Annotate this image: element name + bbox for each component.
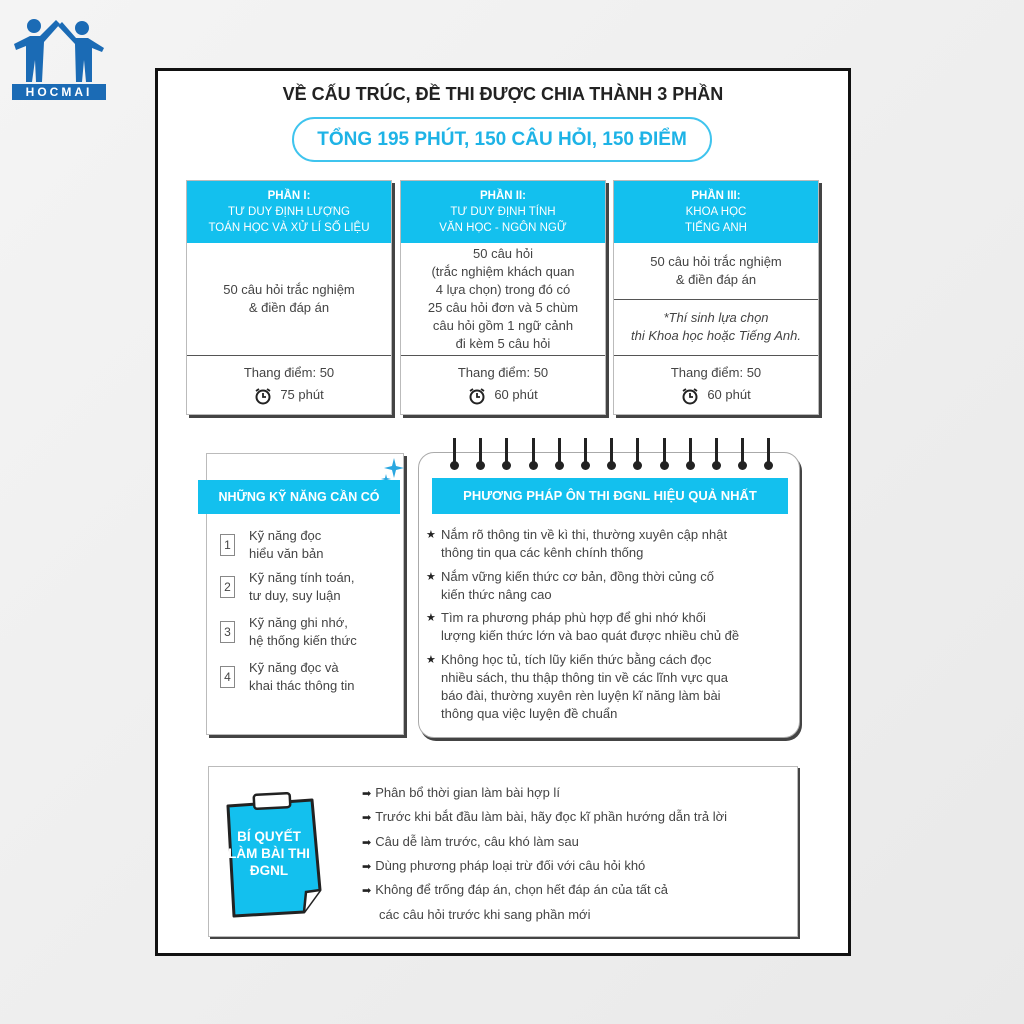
- binder-ring-icon: [715, 438, 718, 466]
- method-item: [426, 526, 796, 562]
- part-note: *Thí sinh lựa chọn thi Khoa học hoặc Tiếng Anh.: [614, 299, 818, 356]
- binder-ring-icon: [453, 438, 456, 466]
- hocmai-logo: [12, 14, 106, 104]
- skills-title: NHỮNG KỸ NĂNG CẦN CÓ: [198, 480, 400, 514]
- arrow-right-icon: ➡: [362, 788, 372, 800]
- tip-item: [362, 784, 560, 803]
- part-score: Thang điểm: 50: [457, 365, 549, 380]
- binder-ring-icon: [479, 438, 482, 466]
- skill-item: [220, 569, 355, 605]
- tip-text: Phân bổ thời gian làm bài hợp lí: [375, 785, 560, 800]
- skill-number: 4: [220, 666, 235, 688]
- summary-pill: TỔNG 195 PHÚT, 150 CÂU HỎI, 150 ĐIỂM: [292, 117, 712, 162]
- tips-title: BÍ QUYẾT LÀM BÀI THI ĐGNL: [228, 829, 310, 878]
- arrow-right-icon: ➡: [362, 837, 372, 849]
- skill-number: 2: [220, 576, 235, 598]
- method-text: Nắm rõ thông tin về kì thi, thường xuyên cập nhật thông tin qua các kênh chính thống: [441, 527, 728, 560]
- tip-item: [362, 857, 645, 876]
- binder-ring-icon: [663, 438, 666, 466]
- part-name: PHẦN I:: [267, 190, 311, 202]
- method-text: Tìm ra phương pháp phù hợp để ghi nhớ khối lượng kiến thức lớn và bao quát được nhiều chủ đề: [441, 610, 740, 643]
- alarm-clock-icon: [254, 387, 272, 405]
- binder-ring-icon: [584, 438, 587, 466]
- binder-ring-icon: [505, 438, 508, 466]
- part-2-card: [400, 180, 606, 415]
- part-name: PHẦN III:: [691, 190, 741, 202]
- skill-number: 3: [220, 621, 235, 643]
- methods-title: PHƯƠNG PHÁP ÔN THI ĐGNL HIỆU QUẢ NHẤT: [432, 478, 788, 514]
- arrow-right-icon: ➡: [362, 861, 372, 873]
- page-title: VỀ CẤU TRÚC, ĐỀ THI ĐƯỢC CHIA THÀNH 3 PHẦN: [282, 84, 724, 104]
- skill-item: [220, 614, 357, 650]
- part-description: 50 câu hỏi trắc nghiệm & điền đáp án: [650, 253, 782, 287]
- part-1-card: [186, 180, 392, 415]
- binder-ring-icon: [689, 438, 692, 466]
- tip-text: Câu dễ làm trước, câu khó làm sau: [375, 834, 579, 849]
- binder-ring-icon: [636, 438, 639, 466]
- skill-item: [220, 659, 355, 695]
- skill-text: Kỹ năng tính toán, tư duy, suy luận: [249, 570, 355, 603]
- tip-item: [362, 808, 727, 827]
- star-icon: ★: [426, 571, 436, 583]
- part-description: 50 câu hỏi trắc nghiệm & điền đáp án: [223, 282, 355, 315]
- part-time: 60 phút: [494, 387, 538, 402]
- part-description: 50 câu hỏi (trắc nghiệm khách quan 4 lựa chọn) trong đó có 25 câu hỏi đơn và 5 chùm câu hỏi gồm 1 ngữ cảnh đi kèm 5 câu hỏi: [427, 246, 579, 351]
- skill-text: Kỹ năng đọc và khai thác thông tin: [249, 660, 355, 693]
- tip-item: [362, 881, 668, 900]
- method-text: Nắm vững kiến thức cơ bản, đồng thời củng cố kiến thức nâng cao: [441, 569, 714, 602]
- binder-ring-icon: [610, 438, 613, 466]
- part-score: Thang điểm: 50: [670, 365, 762, 380]
- binder-ring-icon: [767, 438, 770, 466]
- part-time: 75 phút: [280, 387, 324, 402]
- tip-text: Dùng phương pháp loại trừ đối với câu hỏi khó: [375, 858, 646, 873]
- tip-text: Không để trống đáp án, chọn hết đáp án của tất cả: [375, 882, 668, 897]
- part-subject: KHOA HỌC: [685, 206, 747, 218]
- star-icon: ★: [426, 529, 436, 541]
- method-item: [426, 568, 796, 604]
- binder-ring-icon: [532, 438, 535, 466]
- logo-text: HOCMAI: [12, 84, 106, 100]
- people-icon: [12, 14, 106, 84]
- part-name: PHẦN II:: [480, 190, 526, 202]
- part-subject: TIẾNG ANH: [685, 222, 747, 234]
- part-subject: TƯ DUY ĐỊNH TÍNH: [450, 206, 556, 218]
- part-score: Thang điểm: 50: [243, 365, 335, 380]
- arrow-right-icon: ➡: [362, 885, 372, 897]
- skill-number: 1: [220, 534, 235, 556]
- skill-text: Kỹ năng ghi nhớ, hệ thống kiến thức: [249, 615, 357, 648]
- part-subject: TƯ DUY ĐỊNH LƯỢNG: [228, 206, 350, 218]
- star-icon: ★: [426, 654, 436, 666]
- tip-item-continued: các câu hỏi trước khi sang phần mới: [379, 907, 591, 922]
- skill-item: [220, 527, 323, 563]
- star-icon: ★: [426, 612, 436, 624]
- part-3-card: [613, 180, 819, 415]
- part-subject: VĂN HỌC - NGÔN NGỮ: [439, 222, 567, 234]
- alarm-clock-icon: [681, 387, 699, 405]
- part-subject: TOÁN HỌC VÀ XỬ LÍ SỐ LIỆU: [208, 222, 370, 234]
- method-text: Không học tủ, tích lũy kiến thức bằng cách đọc nhiều sách, thu thập thông tin về các lĩnh vực qua báo đài, thường xuyên rèn luyện kĩ năng làm bài thông qua việc luyện đề chuẩn: [441, 652, 728, 721]
- tip-text: Trước khi bắt đầu làm bài, hãy đọc kĩ phần hướng dẫn trả lời: [375, 809, 728, 824]
- skill-text: Kỹ năng đọc hiểu văn bản: [249, 528, 324, 561]
- binder-ring-icon: [741, 438, 744, 466]
- method-item: [426, 651, 796, 723]
- binder-ring-icon: [558, 438, 561, 466]
- alarm-clock-icon: [468, 387, 486, 405]
- part-time: 60 phút: [707, 387, 751, 402]
- arrow-right-icon: ➡: [362, 812, 372, 824]
- method-item: [426, 609, 796, 645]
- tip-item: [362, 833, 579, 852]
